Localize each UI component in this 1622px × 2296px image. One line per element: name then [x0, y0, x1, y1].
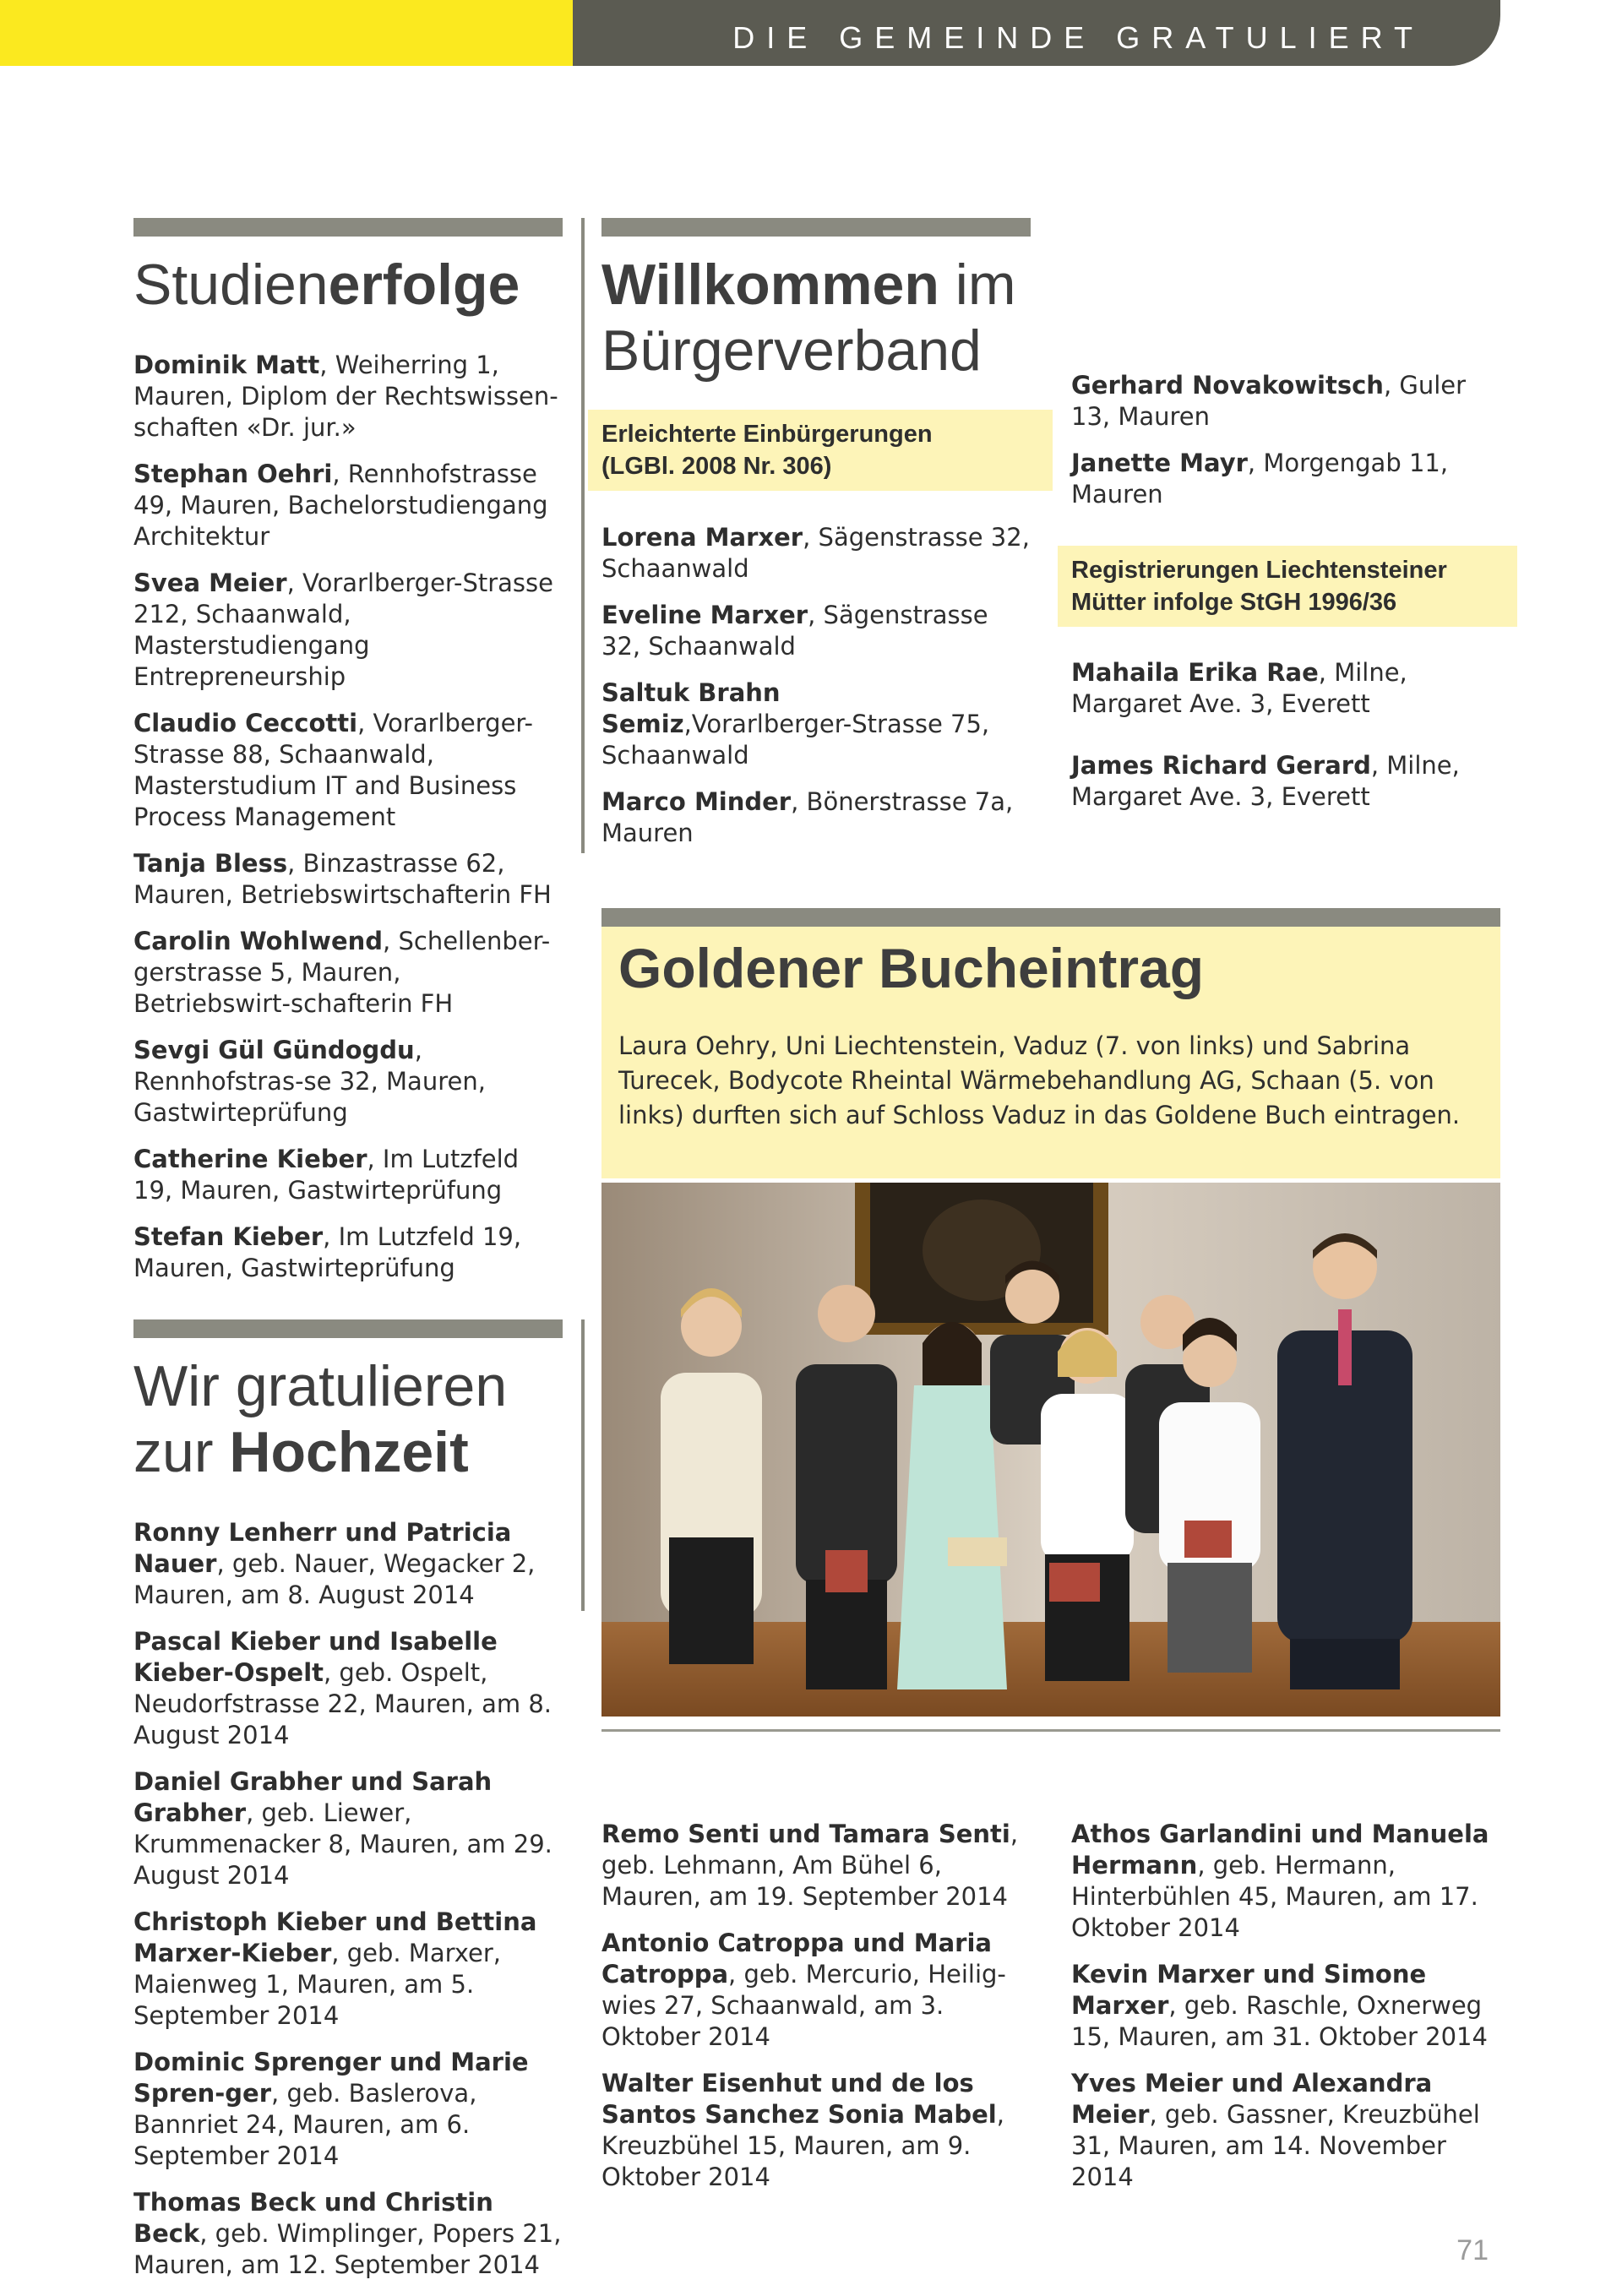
goldener-bucheintrag-text: Laura Oehry, Uni Liechtenstein, Vaduz (7. von links) und Sabrina Turecek, Bodycote Rheintal Wärmebehandlung AG, Schaan (5. von links) durften sich auf Schloss Vaduz in das Goldene Buch eintragen.: [618, 1031, 1461, 1129]
rule-goldener-bucheintrag: [601, 908, 1500, 927]
list-item: Eveline Marxer, Sägenstrasse 32, Schaanwald: [601, 601, 988, 661]
page-number: 71: [1456, 2234, 1489, 2266]
rule-buergerverband: [601, 218, 1031, 237]
heading-studienerfolge: Studienerfolge: [133, 253, 520, 317]
list-item: Dominic Sprenger und Marie Spren-ger, geb. Baslerova, Bannriet 24, Mauren, am 6. September 2014: [133, 2048, 529, 2170]
list-item: Antonio Catroppa und Maria Catroppa, geb. Mercurio, Heilig-wies 27, Schaanwald, am 3. Oktober 2014: [601, 1929, 1006, 2051]
list-item: Ronny Lenherr und Patricia Nauer, geb. Nauer, Wegacker 2, Mauren, am 8. August 2014: [133, 1518, 536, 1609]
list-item: Stephan Oehri, Rennhofstrasse 49, Mauren, Bachelorstudiengang Architektur: [133, 460, 548, 551]
list-item: Tanja Bless, Binzastrasse 62, Mauren, Betriebswirtschafterin FH: [133, 849, 552, 909]
list-item: Stefan Kieber, Im Lutzfeld 19, Mauren, Gastwirteprüfung: [133, 1222, 522, 1282]
list-item: Janette Mayr, Morgengab 11, Mauren: [1071, 449, 1449, 509]
group-photo: [601, 1183, 1500, 1717]
registrierungen-list: [1071, 657, 1502, 828]
list-item: James Richard Gerard, Milne, Margaret Ave. 3, Everett: [1071, 751, 1460, 811]
category-label: Erleichterte Einbürgerungen (LGBl. 2008 Nr. 306): [601, 421, 933, 480]
photo-divider: [601, 1729, 1500, 1732]
rule-hochzeit: [133, 1319, 563, 1338]
list-item: Svea Meier, Vorarlberger-Strasse 212, Schaanwald, Masterstudiengang Entrepreneurship: [133, 569, 553, 691]
hochzeit-list-1: [133, 1517, 564, 2296]
heading-buergerverband: Willkommen im Bürgerverband: [601, 253, 1016, 383]
list-item: Marco Minder, Bönerstrasse 7a, Mauren: [601, 787, 1014, 847]
list-item: Lorena Marxer, Sägenstrasse 32, Schaanwald: [601, 523, 1030, 583]
list-item: Kevin Marxer und Simone Marxer, geb. Raschle, Oxnerweg 15, Mauren, am 31. Oktober 2014: [1071, 1960, 1488, 2051]
header-accent-bar: [0, 0, 573, 66]
studienerfolge-list: [133, 350, 564, 1299]
list-item: Thomas Beck und Christin Beck, geb. Wimplinger, Popers 21, Mauren, am 12. September 2014: [133, 2188, 562, 2279]
list-item: Dominik Matt, Weiherring 1, Mauren, Diplom der Rechtswissen-schaften «Dr. jur.»: [133, 351, 558, 442]
category-box-registrierungen: [1058, 546, 1517, 627]
einbuergerungen-list: [601, 522, 1032, 864]
heading-hochzeit: Wir gratulieren zur Hochzeit: [133, 1354, 508, 1484]
column-divider: [581, 218, 585, 853]
list-item: Carolin Wohlwend, Schellenber-gerstrasse 5, Mauren, Betriebswirt-schafterin FH: [133, 927, 551, 1018]
list-item: Yves Meier und Alexandra Meier, geb. Gassner, Kreuzbühel 31, Mauren, am 14. November 2014: [1071, 2069, 1480, 2191]
einbuergerungen-list-2: [1071, 370, 1502, 525]
list-item: Daniel Grabher und Sarah Grabher, geb. Liewer, Krummenacker 8, Mauren, am 29. August 2014: [133, 1767, 552, 1890]
list-item: Sevgi Gül Gündogdu, Rennhofstras-se 32, Mauren, Gastwirteprüfung: [133, 1036, 486, 1127]
list-item: Saltuk Brahn Semiz,Vorarlberger-Strasse 75, Schaanwald: [601, 678, 990, 770]
hochzeit-list-2: [601, 1819, 1032, 2208]
list-item: Remo Senti und Tamara Senti, geb. Lehmann, Am Bühel 6, Mauren, am 19. September 2014: [601, 1820, 1019, 1911]
column-divider: [581, 1319, 585, 1611]
list-item: Christoph Kieber und Bettina Marxer-Kieber, geb. Marxer, Maienweg 1, Mauren, am 5. September 2014: [133, 1907, 537, 2030]
list-item: Walter Eisenhut und de los Santos Sanchez Sonia Mabel, Kreuzbühel 15, Mauren, am 9. Oktober 2014: [601, 2069, 1004, 2191]
list-item: Pascal Kieber und Isabelle Kieber-Ospelt, geb. Ospelt, Neudorfstrasse 22, Mauren, am 8. August 2014: [133, 1627, 552, 1749]
category-label: Registrierungen Liechtensteiner Mütter infolge StGH 1996/36: [1071, 557, 1447, 616]
header-bar: [573, 0, 1500, 66]
rule-studienerfolge: [133, 218, 563, 237]
list-item: Claudio Ceccotti, Vorarlberger-Strasse 88, Schaanwald, Masterstudium IT and Business Process Management: [133, 709, 533, 831]
section-title: DIE GEMEINDE GRATULIERT: [732, 20, 1424, 55]
list-item: Catherine Kieber, Im Lutzfeld 19, Mauren, Gastwirteprüfung: [133, 1145, 520, 1205]
list-item: Athos Garlandini und Manuela Hermann, geb. Hermann, Hinterbühlen 45, Mauren, am 17. Oktober 2014: [1071, 1820, 1489, 1942]
heading-goldener-bucheintrag: Goldener Bucheintrag: [618, 937, 1205, 999]
list-item: Mahaila Erika Rae, Milne, Margaret Ave. 3, Everett: [1071, 658, 1407, 718]
category-box-einbuergerungen: [588, 410, 1053, 491]
list-item: Gerhard Novakowitsch, Guler 13, Mauren: [1071, 371, 1467, 431]
hochzeit-list-3: [1071, 1819, 1502, 2208]
group-photo-image: [601, 1183, 1500, 1717]
